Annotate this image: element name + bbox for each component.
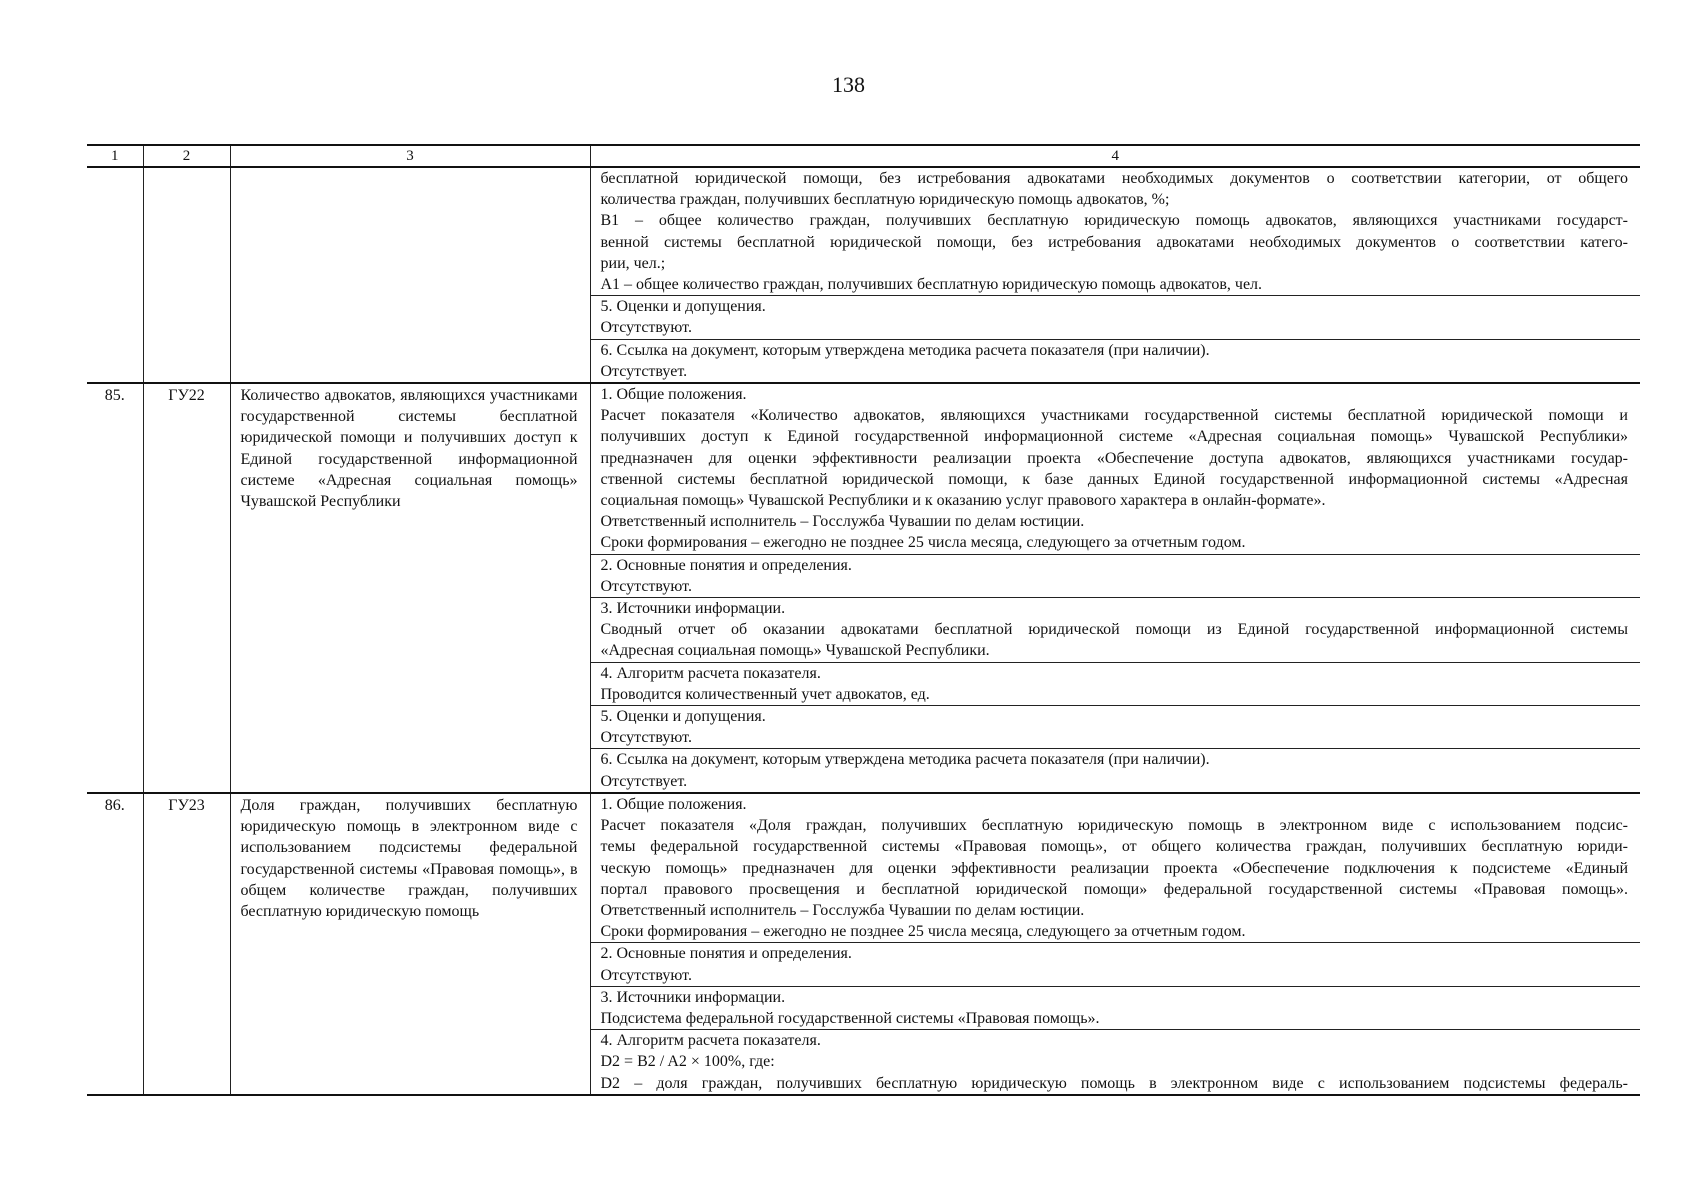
row-number: 85. [87, 383, 143, 793]
methodology-section [591, 598, 1641, 663]
section-heading: 6. Ссылка на документ, которым утверждена методика расчета показателя (при наличии). [600, 341, 1210, 359]
text-line: «Адресная социальная помощь» Чувашской Республики. [600, 642, 990, 660]
methodology-section [591, 340, 1641, 382]
text-line: Сводный отчет об оказании адвокатами бесплатной юридической помощи из Единой государственной информационной системы [600, 621, 1628, 639]
text-line: Расчет показателя «Количество адвокатов, являющихся участниками государственной системы бесплатной юридической помощи и [600, 407, 1628, 425]
text-line: рии, чел.; [600, 254, 666, 272]
column-header-3: 3 [230, 145, 590, 167]
text-line: венной системы бесплатной юридической помощи, без истребования адвокатами необходимых документов о соответствии катего- [600, 233, 1628, 251]
text-line: Отсутствуют. [600, 966, 692, 984]
methodology-section [591, 663, 1641, 706]
text-line: A1 – общее количество граждан, получивших бесплатную юридическую помощь адвокатов, чел. [600, 276, 1263, 294]
text-line: Ответственный исполнитель – Госслужба Чувашии по делам юстиции. [600, 513, 1085, 531]
methodology-section [591, 296, 1641, 339]
page-number: 138 [832, 72, 865, 97]
text-line: B1 – общее количество граждан, получивших бесплатную юридическую помощь адвокатов, являющихся участниками государст- [600, 212, 1628, 230]
methodology-section [591, 987, 1641, 1030]
text-line: D2 – доля граждан, получивших бесплатную юридическую помощь в электронном виде с использованием подсистемы федераль- [600, 1074, 1628, 1092]
text-line: портал правового просвещения и бесплатной юридической помощи» федеральной государственной системы «Правовая помощь». [600, 880, 1628, 898]
row-methodology-cell [590, 383, 1640, 793]
header-row [87, 145, 1640, 167]
text-line: Сроки формирования – ежегодно не позднее 25 числа месяца, следующего за отчетным годом. [600, 534, 1246, 552]
text-line: Подсистема федеральной государственной системы «Правовая помощь». [600, 1009, 1100, 1027]
text-line: Ответственный исполнитель – Госслужба Чувашии по делам юстиции. [600, 901, 1085, 919]
indicator-name: Доля граждан, получивших бесплатную юридическую помощь в электронном виде с использованием подсистемы федеральной государственной системы «Правовая помощь», в общем количестве граждан, получивших бесплатную юридическую помощь [230, 793, 590, 1095]
methodology-section [591, 384, 1641, 555]
section-heading: 4. Алгоритм расчета показателя. [600, 664, 821, 682]
text-line: Расчет показателя «Доля граждан, получивших бесплатную юридическую помощь в электронном виде с использованием подсис- [600, 817, 1628, 835]
indicator-code: ГУ23 [143, 793, 230, 1095]
text-line: Отсутствуют. [600, 319, 692, 337]
text-line: Сроки формирования – ежегодно не позднее 25 числа месяца, следующего за отчетным годом. [600, 923, 1246, 941]
row-methodology-cell [590, 793, 1640, 1095]
column-header-4: 4 [590, 145, 1640, 167]
methodology-section [591, 706, 1641, 749]
text-line: Отсутствует. [600, 772, 688, 790]
row-number-cell [87, 167, 143, 383]
row-name-cell [230, 167, 590, 383]
text-line: получивших доступ к Единой государственной информационной системе «Адресная социальная помощь» Чувашской Республики» [600, 428, 1628, 446]
row-methodology-cell [590, 167, 1640, 383]
section-heading: 1. Общие положения. [600, 386, 747, 404]
section-heading: 4. Алгоритм расчета показателя. [600, 1032, 821, 1050]
indicator-table [87, 144, 1640, 1096]
section-heading: 2. Основные понятия и определения. [600, 945, 852, 963]
text-line: предназначен для оценки эффективности реализации проекта «Обеспечение доступа адвокатов, являющихся участниками государ- [600, 449, 1628, 467]
indicator-name: Количество адвокатов, являющихся участниками государственной системы бесплатной юридической помощи и получивших доступ к Единой государственной информационной системе «Адресная социальная помощь» Чувашской Республики [230, 383, 590, 793]
text-line: социальная помощь» Чувашской Республики и к оказанию услуг правового характера в онлайн-формате». [600, 492, 1326, 510]
column-header-2: 2 [143, 145, 230, 167]
methodology-section [591, 943, 1641, 986]
section-heading: 3. Источники информации. [600, 600, 786, 618]
table-row-85 [87, 383, 1640, 793]
section-heading: 2. Основные понятия и определения. [600, 556, 852, 574]
text-line: ческую помощь» предназначен для оценки эффективности реализации проекта «Обеспечение подключения к подсистеме «Единый [600, 859, 1628, 877]
row-code-cell [143, 167, 230, 383]
column-header-1: 1 [87, 145, 143, 167]
section-heading: 3. Источники информации. [600, 988, 786, 1006]
text-line: Отсутствуют. [600, 729, 692, 747]
table-row-continuation [87, 167, 1640, 383]
text-line: количества граждан, получивших бесплатную юридическую помощь адвокатов, %; [600, 191, 1170, 209]
formula: D2 = B2 / A2 × 100%, где: [600, 1053, 775, 1071]
text-line: Отсутствует. [600, 362, 688, 380]
row-number: 86. [87, 793, 143, 1095]
text-line: темы федеральной государственной системы «Правовая помощь», от общего количества граждан, получивших бесплатную юриди- [600, 838, 1628, 856]
methodology-section [591, 555, 1641, 598]
section-heading: 5. Оценки и допущения. [600, 708, 766, 726]
text-line: Отсутствуют. [600, 577, 692, 595]
section-heading: 5. Оценки и допущения. [600, 298, 766, 316]
text-line: ственной системы бесплатной юридической помощи, к базе данных Единой государственной информационной системы «Адресная [600, 470, 1628, 488]
text-line: Проводится количественный учет адвокатов, ед. [600, 685, 930, 703]
section-heading: 6. Ссылка на документ, которым утверждена методика расчета показателя (при наличии). [600, 751, 1210, 769]
section-heading: 1. Общие положения. [600, 795, 747, 813]
methodology-section [591, 794, 1641, 943]
indicator-code: ГУ22 [143, 383, 230, 793]
methodology-section [591, 168, 1641, 296]
table-row-86 [87, 793, 1640, 1095]
methodology-section [591, 1030, 1641, 1094]
text-line: бесплатной юридической помощи, без истребования адвокатами необходимых документов о соответствии категории, от общего [600, 170, 1628, 187]
methodology-section [591, 749, 1641, 791]
